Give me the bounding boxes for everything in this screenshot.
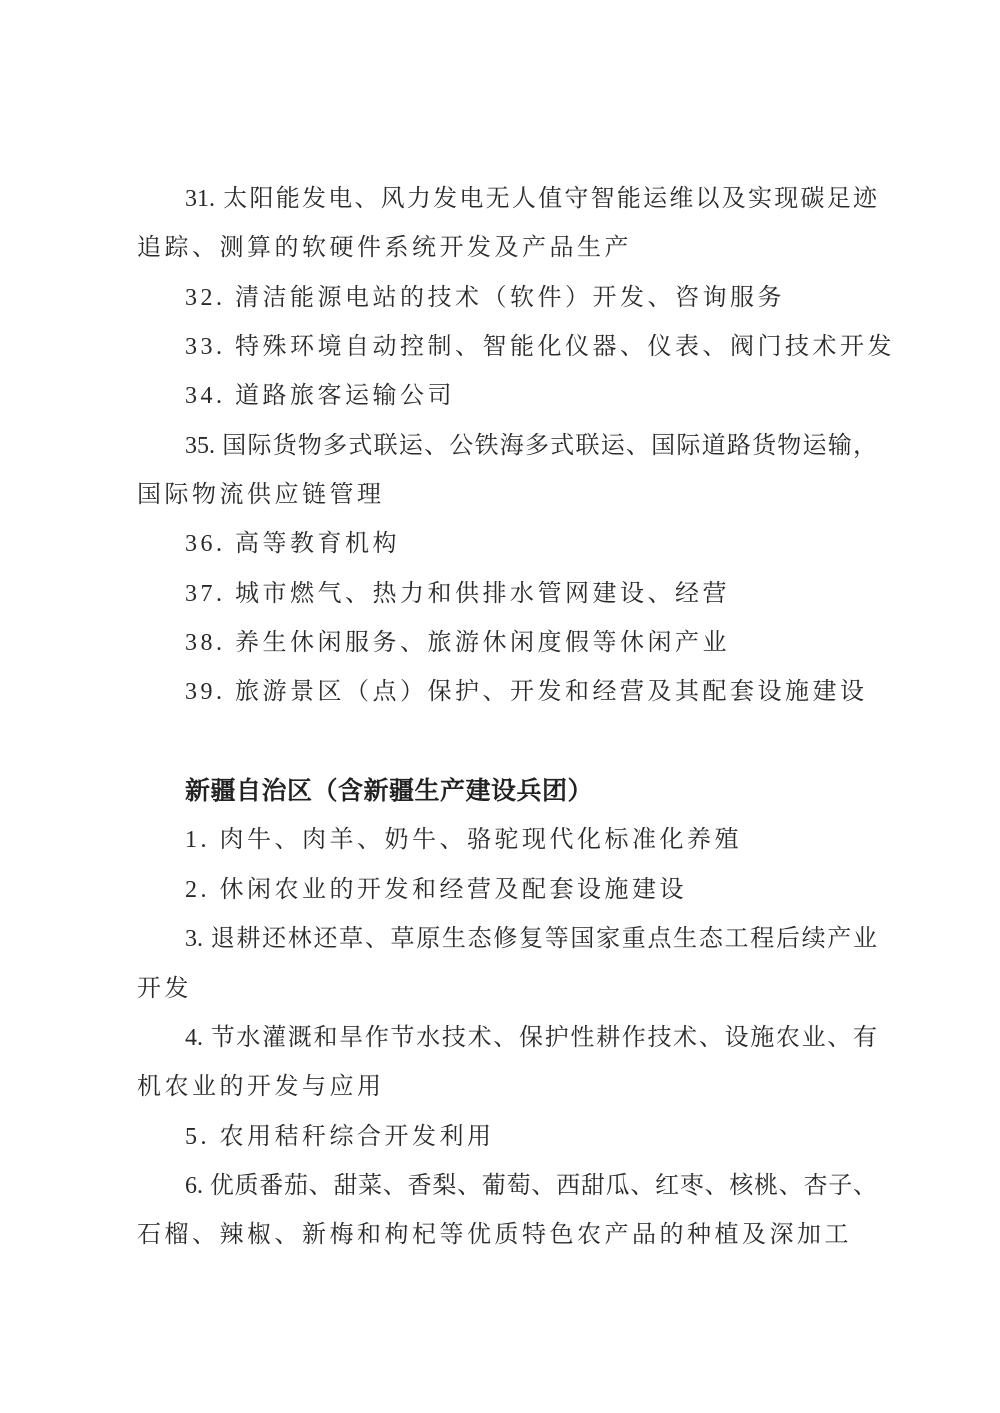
xinjiang-item-3-line-1: 3. 退耕还林还草、草原生态修复等国家重点生态工程后续产业 (185, 926, 877, 953)
list-item-35-line-2: 国际物流供应链管理 (137, 482, 385, 509)
list-item-31-line-1: 31. 太阳能发电、风力发电无人值守智能运维以及实现碳足迹 (185, 186, 877, 212)
document-body (137, 175, 895, 1261)
list-item-31-line-2: 追踪、测算的软硬件系统开发及产品生产 (137, 235, 632, 262)
blank-line (137, 718, 877, 767)
section-heading-xinjiang: 新疆自治区（含新疆生产建设兵团） (185, 777, 594, 806)
list-item-35-line-1: 35. 国际货物多式联运、公铁海多式联运、国际道路货物运输， (185, 432, 877, 459)
list-item-39: 39. 旅游景区（点）保护、开发和经营及其配套设施建设 (185, 679, 868, 706)
list-item-32: 32. 清洁能源电站的技术（软件）开发、咨询服务 (185, 284, 785, 311)
xinjiang-item-6-line-2: 石榴、辣椒、新梅和枸杞等优质特色农产品的种植及深加工 (137, 1222, 852, 1249)
xinjiang-item-3-line-2: 开发 (137, 975, 192, 1002)
list-item-36: 36. 高等教育机构 (185, 531, 400, 558)
xinjiang-item-4-line-1: 4. 节水灌溉和旱作节水技术、保护性耕作技术、设施农业、有 (185, 1024, 877, 1051)
list-item-37: 37. 城市燃气、热力和供排水管网建设、经营 (185, 580, 730, 607)
list-item-33: 33. 特殊环境自动控制、智能化仪器、仪表、阀门技术开发 (185, 334, 895, 361)
xinjiang-item-2: 2. 休闲农业的开发和经营及配套设施建设 (185, 876, 687, 903)
xinjiang-item-6-line-1: 6. 优质番茄、甜菜、香梨、葡萄、西甜瓜、红枣、核桃、杏子、 (185, 1172, 877, 1199)
list-item-34: 34. 道路旅客运输公司 (185, 383, 455, 410)
xinjiang-item-4-line-2: 机农业的开发与应用 (137, 1074, 385, 1101)
xinjiang-item-5: 5. 农用秸秆综合开发利用 (185, 1123, 495, 1150)
list-item-38: 38. 养生休闲服务、旅游休闲度假等休闲产业 (185, 630, 730, 657)
xinjiang-item-1: 1. 肉牛、肉羊、奶牛、骆驼现代化标准化养殖 (185, 827, 742, 854)
